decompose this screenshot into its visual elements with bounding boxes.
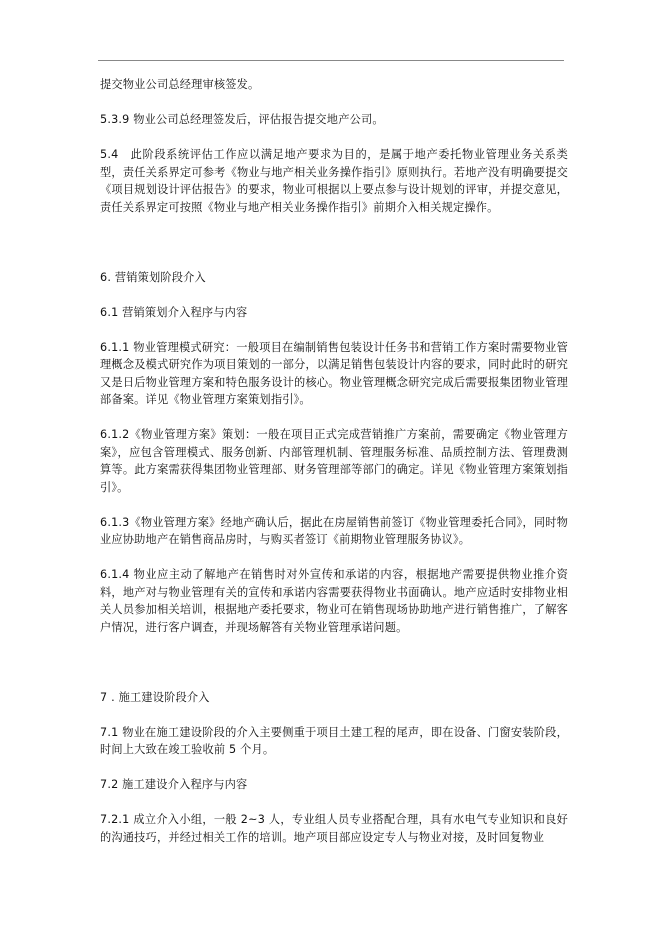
- document-body: [100, 76, 568, 864]
- paragraph-6-1-1: 6.1.1 物业管理模式研究：一般项目在编制销售包装设计任务书和营销工作方案时需要物业管理概念及模式研究作为项目策划的一部分，以满足销售包装设计内容的要求，同时此时的研究又是日后物业管理方案和特色服务设计的核心。物业管理概念研究完成后需要报集团物业管理部备案。详见《物业管理方案策划指引》。: [100, 340, 568, 406]
- paragraph-7-2-1: 7.2.1 成立介入小组，一般 2~3 人，专业组人员专业搭配合理，具有水电气专业知识和良好的沟通技巧，并经过相关工作的培训。地产项目部应设定专人与物业对接，及时回复物业: [100, 813, 568, 844]
- section-gap: [100, 654, 568, 689]
- subsection-heading-7-2: 7.2 施工建设介入程序与内容: [100, 778, 248, 791]
- section-heading-6: 6. 营销策划阶段介入: [100, 270, 206, 284]
- paragraph-submit-review: 提交物业公司总经理审核签发。: [100, 78, 260, 91]
- paragraph-5-3-9: 5.3.9 物业公司总经理签发后，评估报告提交地产公司。: [100, 113, 384, 126]
- paragraph-6-1-2: 6.1.2《物业管理方案》策划：一般在项目正式完成营销推广方案前，需要确定《物业管理方案》，应包含管理模式、服务创新、内部管理机制、管理服务标准、品质控制方法、管理费测算等。此方案需获得集团物业管理部、财务管理部等部门的确定。详见《物业管理方案策划指引》。: [100, 428, 568, 494]
- header-rule: [98, 60, 564, 61]
- paragraph-6-1-4: 6.1.4 物业应主动了解地产在销售时对外宣传和承诺的内容，根据地产需要提供物业推介资料，地产对与物业管理有关的宣传和承诺内容需要获得物业书面确认。地产应适时安排物业相关人员参加相关培训，根据地产委托要求，物业可在销售现场协助地产进行销售推广，了解客户情况，进行客户调查，并现场解答有关物业管理承诺问题。: [100, 568, 568, 634]
- section-heading-7: 7 . 施工建设阶段介入: [100, 690, 210, 704]
- paragraph-7-1: 7.1 物业在施工建设阶段的介入主要侧重于项目土建工程的尾声，即在设备、门窗安装阶段，时间上大致在竣工验收前 5 个月。: [100, 725, 568, 756]
- paragraph-6-1-3: 6.1.3《物业管理方案》经地产确认后，据此在房屋销售前签订《物业管理委托合同》，同时物业应协助地产在销售商品房时，与购买者签订《前期物业管理服务协议》。: [100, 515, 568, 546]
- subsection-heading-6-1: 6.1 营销策划介入程序与内容: [100, 305, 248, 319]
- section-gap: [100, 234, 568, 269]
- paragraph-5-4: 5.4 此阶段系统评估工作应以满足地产要求为目的，是属于地产委托物业管理业务关系类型，责任关系界定可参考《物业与地产相关业务操作指引》原则执行。若地产没有明确要提交《项目规划设计评估报告》的要求，物业可根据以上要点参与设计规划的评审，并提交意见，责任关系界定可按照《物业与地产相关业务操作指引》前期介入相关规定操作。: [100, 148, 568, 214]
